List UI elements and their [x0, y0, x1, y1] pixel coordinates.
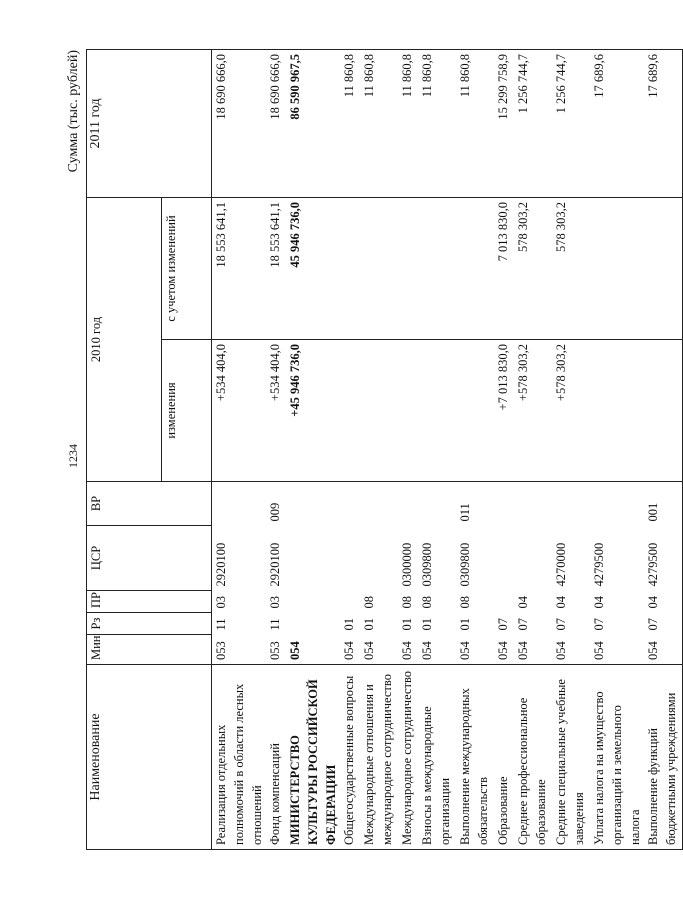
- row-change: +45 946 736,0: [286, 340, 340, 482]
- row-pr: 08: [458, 596, 472, 609]
- row-min: 054: [340, 635, 360, 665]
- row-rz: 01: [458, 618, 472, 631]
- row-2011: 1 256 744,7: [514, 49, 552, 197]
- row-change: [418, 340, 456, 482]
- row-2011: 11 860,8: [360, 49, 398, 197]
- row-with-changes: [398, 197, 418, 339]
- row-min: 054: [644, 635, 683, 665]
- row-pr: [286, 591, 340, 613]
- row-vr: 001: [644, 482, 683, 526]
- table-header: [87, 49, 212, 849]
- row-2011: 17 689,6: [644, 49, 683, 197]
- row-csr: 2920100: [268, 542, 282, 587]
- table-row: [398, 49, 418, 849]
- row-min: 054: [514, 635, 552, 665]
- row-2011: 18 690 666,0: [212, 49, 267, 197]
- row-name: Реализация отдельных полномочий в области лесных отношений: [212, 665, 267, 850]
- row-min: 054: [456, 635, 494, 665]
- row-pr: 04: [516, 596, 530, 609]
- row-with-changes: 18 553 641,1: [212, 197, 267, 339]
- row-name: Международные отношения и международное сотрудничество: [360, 665, 398, 850]
- row-min: 054: [360, 635, 398, 665]
- row-csr: 0309800: [420, 542, 434, 587]
- row-vr: [590, 482, 644, 526]
- row-with-changes: 18 553 641,1: [266, 197, 286, 339]
- row-vr: [340, 482, 360, 526]
- row-vr: [398, 482, 418, 526]
- header-name: Наименование: [87, 665, 212, 850]
- row-rz: 11: [268, 618, 282, 631]
- row-pr: 08: [362, 596, 376, 609]
- row-vr: 009: [266, 482, 286, 526]
- row-name: Выполнение функций бюджетными учреждениями: [644, 665, 683, 850]
- row-name: Выполнение международных обязательств: [456, 665, 494, 850]
- row-csr: 4279500: [592, 542, 606, 587]
- header-vr: ВР: [87, 482, 212, 526]
- row-csr: [360, 526, 398, 591]
- row-rz: 01: [400, 618, 414, 631]
- header-csr: ЦСР: [87, 526, 212, 591]
- page-number: 1234: [66, 444, 80, 468]
- row-2011: 11 860,8: [418, 49, 456, 197]
- row-pr: 04: [554, 596, 568, 609]
- row-csr: [494, 526, 514, 591]
- row-name: Уплата налога на имущество организаций и земельного налога: [590, 665, 644, 850]
- row-name: МИНИСТЕРСТВО КУЛЬТУРЫ РОССИЙСКОЙ ФЕДЕРАЦИИ: [286, 665, 340, 850]
- table-row: [360, 49, 398, 849]
- table-row: [286, 49, 340, 849]
- row-rz: 11: [214, 618, 228, 631]
- row-vr: [494, 482, 514, 526]
- row-csr: [286, 526, 340, 591]
- row-rz: 07: [496, 618, 510, 631]
- header-changes: изменения: [162, 340, 212, 482]
- table-row: [494, 49, 514, 849]
- table-row: [552, 49, 590, 849]
- row-2011: 11 860,8: [456, 49, 494, 197]
- row-change: +7 013 830,0: [494, 340, 514, 482]
- row-vr: [212, 482, 267, 526]
- row-change: +578 303,2: [552, 340, 590, 482]
- row-with-changes: 578 303,2: [552, 197, 590, 339]
- header-year-2010: 2010 год: [87, 197, 162, 481]
- row-with-changes: [456, 197, 494, 339]
- header-pr: ПР: [87, 591, 212, 613]
- row-name: Образование: [494, 665, 514, 850]
- row-with-changes: [418, 197, 456, 339]
- row-change: +534 404,0: [266, 340, 286, 482]
- header-year-2011: 2011 год: [87, 49, 212, 197]
- document-sheet: [65, 50, 678, 850]
- row-2011: 11 860,8: [340, 49, 360, 197]
- units-caption: Сумма (тыс. рублей): [66, 50, 81, 173]
- row-csr: 4270000: [554, 542, 568, 587]
- row-pr: 04: [592, 596, 606, 609]
- row-with-changes: [590, 197, 644, 339]
- row-min: 053: [266, 635, 286, 665]
- row-2011: 17 689,6: [590, 49, 644, 197]
- row-csr: 0300000: [400, 542, 414, 587]
- row-vr: 011: [456, 482, 494, 526]
- row-change: +578 303,2: [514, 340, 552, 482]
- row-rz: 07: [644, 613, 683, 635]
- row-change: [590, 340, 644, 482]
- row-csr: [514, 526, 552, 591]
- row-pr: 08: [400, 596, 414, 609]
- row-pr: 03: [214, 596, 228, 609]
- row-pr: 04: [644, 591, 683, 613]
- row-rz: 01: [420, 618, 434, 631]
- row-pr: [340, 591, 360, 613]
- row-csr: 2920100: [214, 542, 228, 587]
- row-with-changes: 7 013 830,0: [494, 197, 514, 339]
- row-with-changes: 578 303,2: [514, 197, 552, 339]
- row-change: [398, 340, 418, 482]
- row-name: Общегосударственные вопросы: [340, 665, 360, 850]
- row-csr: 4279500: [644, 526, 683, 591]
- table-row: [644, 49, 683, 849]
- table-body: [212, 49, 683, 849]
- row-2011: 18 690 666,0: [266, 49, 286, 197]
- row-2011: 11 860,8: [398, 49, 418, 197]
- table-row: [456, 49, 494, 849]
- row-csr: 0309800: [458, 542, 472, 587]
- row-pr: [494, 591, 514, 613]
- header-rz: Рз: [87, 613, 212, 635]
- row-with-changes: [644, 197, 683, 339]
- row-rz: [286, 613, 340, 635]
- row-change: [360, 340, 398, 482]
- row-pr: 03: [268, 596, 282, 609]
- row-with-changes: [340, 197, 360, 339]
- table-row: [266, 49, 286, 849]
- header-with-changes: с учетом изменений: [162, 197, 212, 339]
- row-min: 054: [552, 635, 590, 665]
- row-min: 054: [398, 635, 418, 665]
- row-min: 053: [212, 635, 267, 665]
- table-row: [418, 49, 456, 849]
- row-2011: 15 299 758,9: [494, 49, 514, 197]
- header-min: Мин: [87, 635, 212, 665]
- row-vr: [286, 482, 340, 526]
- table-row: [212, 49, 267, 849]
- row-rz: 07: [516, 618, 530, 631]
- row-rz: 07: [554, 618, 568, 631]
- row-change: [644, 340, 683, 482]
- row-with-changes: 45 946 736,0: [286, 197, 340, 339]
- row-vr: [418, 482, 456, 526]
- table-row: [514, 49, 552, 849]
- row-min: 054: [418, 635, 456, 665]
- row-rz: 01: [342, 618, 356, 631]
- row-pr: 08: [420, 596, 434, 609]
- row-vr: [514, 482, 552, 526]
- budget-table: [86, 49, 683, 850]
- row-2011: 1 256 744,7: [552, 49, 590, 197]
- row-rz: 07: [592, 618, 606, 631]
- row-min: 054: [590, 635, 644, 665]
- row-name: Фонд компенсаций: [266, 665, 286, 850]
- row-vr: [552, 482, 590, 526]
- row-name: Среднее профессиональное образование: [514, 665, 552, 850]
- row-with-changes: [360, 197, 398, 339]
- row-min: 054: [286, 635, 340, 665]
- table-row: [590, 49, 644, 849]
- table-row: [340, 49, 360, 849]
- row-min: 054: [494, 635, 514, 665]
- row-change: [340, 340, 360, 482]
- row-vr: [360, 482, 398, 526]
- row-2011: 86 590 967,5: [286, 49, 340, 197]
- row-change: +534 404,0: [212, 340, 267, 482]
- row-name: Международное сотрудничество: [398, 665, 418, 850]
- row-name: Средние специальные учебные заведения: [552, 665, 590, 850]
- row-change: [456, 340, 494, 482]
- row-name: Взносы в международные организации: [418, 665, 456, 850]
- row-rz: 01: [362, 618, 376, 631]
- row-csr: [340, 526, 360, 591]
